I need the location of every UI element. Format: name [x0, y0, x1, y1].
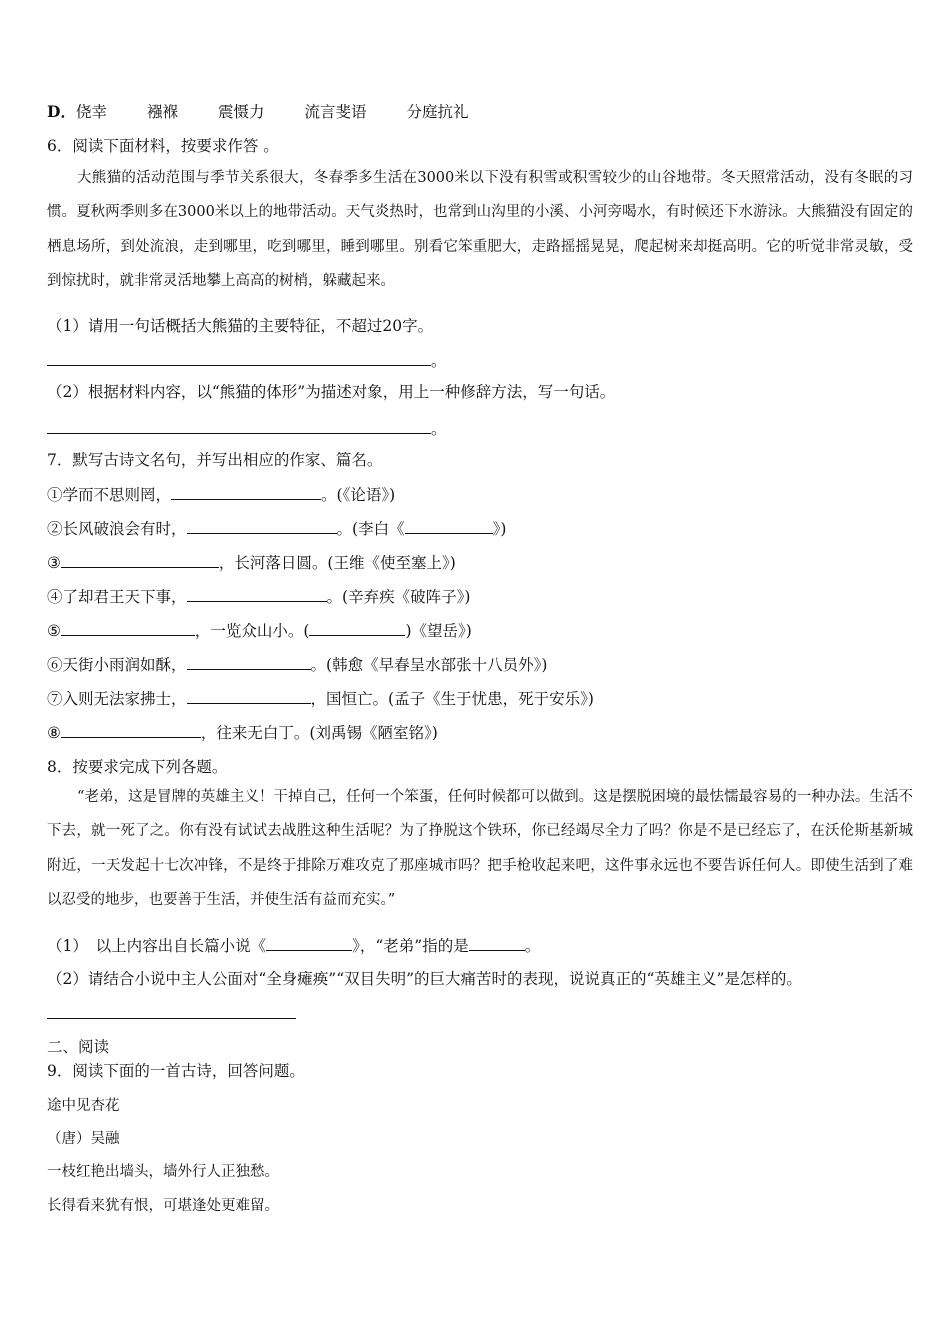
q7-item-8: ⑧ ，往来无白丁。(刘禹锡《陋室铭》) [47, 724, 438, 742]
q8-title: 8．按要求完成下列各题。 [47, 758, 228, 776]
option-word-1: 侥幸 [75, 103, 107, 121]
q8-passage: “老弟，这是冒牌的英雄主义！干掉自己，任何一个笨蛋，任何时候都可以做到。这是摆脱困境的最怯懦最容易的一种办法。生活不下去，就一死了之。你有没有试试去战胜这种生活呢？为了挣脱这个铁环，你已经竭尽全力了吗？你是不是已经忘了，在沃伦斯基新城附近，一天发起十七次冲锋，不是终于排除万难攻克了那座城市吗？把手枪收起来吧，这件事永远也不要告诉任何人。即使生活到了难以忍受的地步，也要善于生活，并使生活有益而充实。” [47, 789, 913, 908]
q8-blank-person[interactable] [469, 935, 525, 951]
q7-item-3: ③ ，长河落日圆。(王维《使至塞上》) [47, 554, 456, 572]
q6-sub1: （1）请用一句话概括大熊猫的主要特征，不超过20字。 [47, 317, 434, 335]
q7-item-4: ④了却君王天下事， 。(辛弃疾《破阵子》) [47, 588, 471, 606]
q8-sub1: （1） 以上内容出自长篇小说《 》，“老弟”指的是 。 [47, 937, 541, 955]
q9-title: 9．阅读下面的一首古诗，回答问题。 [47, 1062, 305, 1080]
poem-author: （唐）吴融 [47, 1131, 120, 1147]
q6-answer-line-1[interactable]: 。 [47, 350, 447, 371]
q7-blank-4[interactable] [187, 586, 327, 602]
poem-line-1: 一枝红艳出墙头，墙外行人正独愁。 [47, 1164, 279, 1180]
option-word-5: 分庭抗礼 [406, 103, 469, 121]
option-word-2: 襁褓 [146, 103, 178, 121]
q7-blank-7[interactable] [187, 688, 311, 704]
q7-item-1: ①学而不思则罔， 。(《论语》) [47, 486, 396, 504]
q7-blank-5b[interactable] [309, 620, 405, 636]
q7-blank-5[interactable] [61, 620, 195, 636]
q8-blank-novel[interactable] [266, 935, 352, 951]
q7-blank-8[interactable] [61, 722, 201, 738]
q6-answer-line-2[interactable]: 。 [47, 418, 447, 439]
q6-passage: 大熊猫的活动范围与季节关系很大，冬春季多生活在3000米以下没有积雪或积雪较少的山谷地带。冬天照常活动，没有冬眠的习惯。夏秋两季则多在3000米以上的地带活动。天气炎热时，也常到山沟里的小溪、小河旁喝水，有时候还下水游泳。大熊猫没有固定的栖息场所，到处流浪，走到哪里，吃到哪里，睡到哪里。别看它笨重肥大，走路摇摇晃晃，爬起树来却挺高明。它的听觉非常灵敏，受到惊扰时，就非常灵活地攀上高高的树梢，躲藏起来。 [47, 170, 913, 289]
section2-heading: 二、阅读 [47, 1038, 110, 1056]
q7-blank-3[interactable] [61, 552, 219, 568]
q7-title: 7．默写古诗文名句，并写出相应的作家、篇名。 [47, 451, 383, 469]
option-word-3: 震慑力 [217, 103, 265, 121]
q7-item-2: ②长风破浪会有时， 。(李白《 》) [47, 520, 507, 538]
q6-sub2: （2）根据材料内容，以“熊猫的体形”为描述对象，用上一种修辞方法，写一句话。 [47, 383, 616, 401]
q8-answer-line[interactable] [47, 1018, 296, 1019]
q6-title: 6．阅读下面材料，按要求作答 。 [47, 137, 279, 155]
q5-option-d [47, 102, 469, 122]
q7-blank-2[interactable] [187, 518, 337, 534]
q7-blank-2b[interactable] [405, 518, 493, 534]
option-word-4: 流言斐语 [304, 103, 367, 121]
poem-line-2: 长得看来犹有恨，可堪逢处更难留。 [47, 1198, 279, 1214]
q7-item-6: ⑥天街小雨润如酥， 。(韩愈《早春呈水部张十八员外》) [47, 656, 548, 674]
poem-title: 途中见杏花 [47, 1098, 120, 1114]
option-letter: D． [47, 102, 76, 121]
q7-item-7: ⑦入则无法家拂士， ，国恒亡。(孟子《生于忧患，死于安乐》) [47, 690, 594, 708]
q8-sub2: （2）请结合小说中主人公面对“全身瘫痪”“双目失明”的巨大痛苦时的表现，说说真正的“英雄主义”是怎样的。 [47, 970, 802, 988]
q7-item-5: ⑤ ，一览众山小。( )《望岳》) [47, 622, 472, 640]
q7-blank-1[interactable] [171, 484, 321, 500]
q7-blank-6[interactable] [187, 654, 311, 670]
